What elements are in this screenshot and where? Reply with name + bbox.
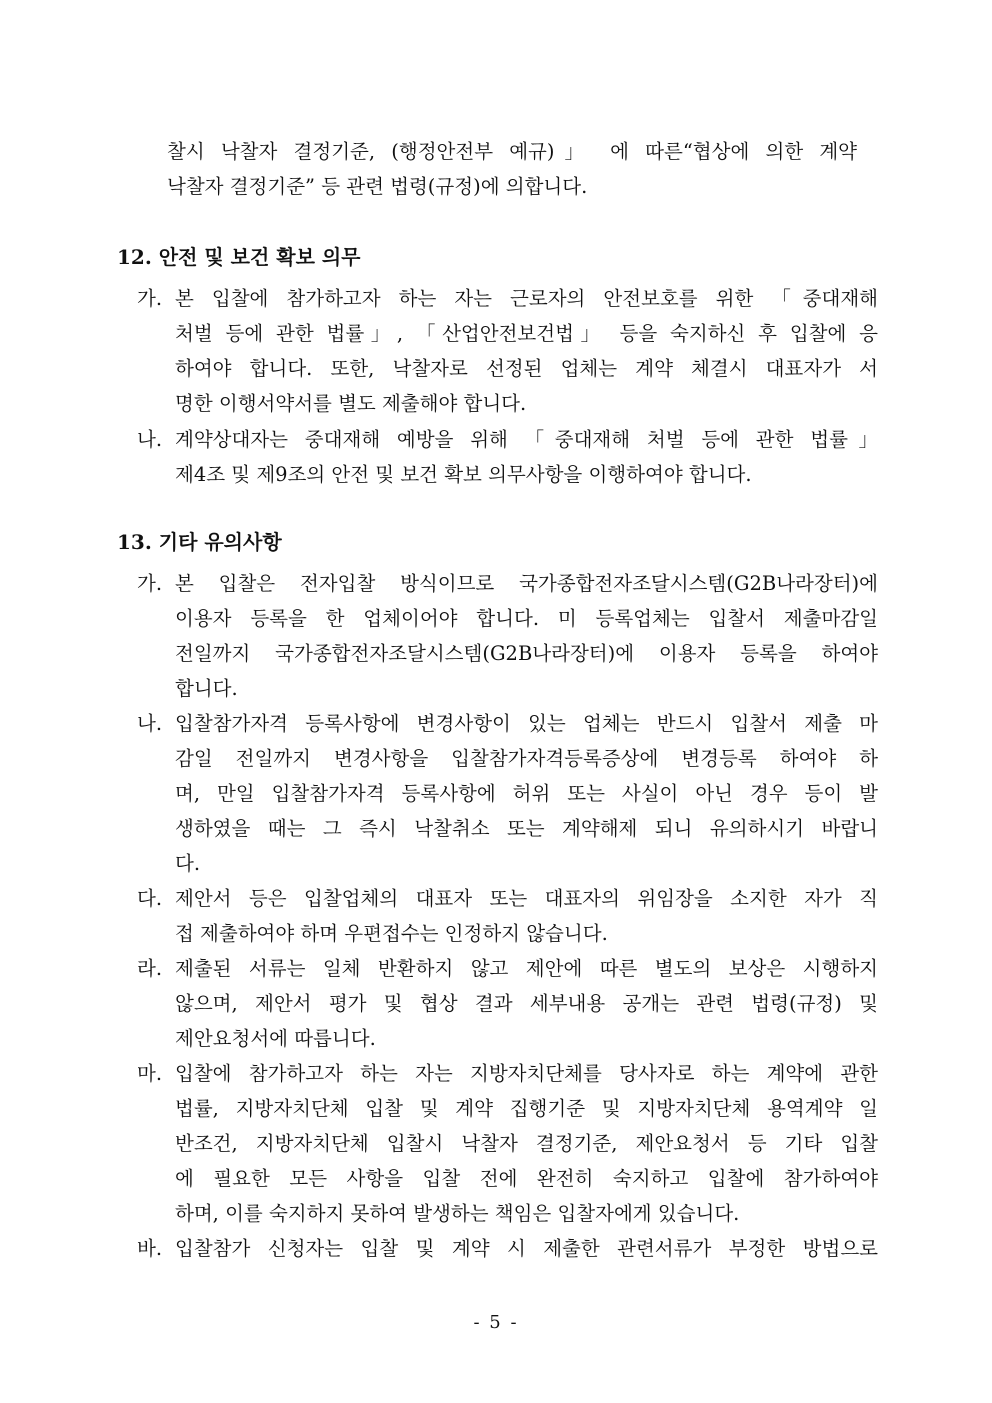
section-13-item-ma-marker: 마. xyxy=(137,1062,163,1085)
section-12-heading: 12. 안전 및 보건 확보 의무 xyxy=(117,245,361,269)
section-13-item-da-marker: 다. xyxy=(137,887,163,910)
section-13-item-na-line-3: 며, 만일 입찰참가자격 등록사항에 허위 또는 사실이 아닌 경우 등이 발 xyxy=(175,782,878,805)
intro-line-2: 낙찰자 결정기준” 등 관련 법령(규정)에 의합니다. xyxy=(167,175,588,198)
section-13-item-ba-line-1: 입찰참가 신청자는 입찰 및 계약 시 제출한 관련서류가 부정한 방법으로 xyxy=(175,1237,878,1260)
section-12-item-na-marker: 나. xyxy=(137,428,163,451)
section-13-item-ga-line-4: 합니다. xyxy=(175,677,238,700)
section-13-item-na-line-5: 다. xyxy=(175,852,201,875)
section-13-item-da-line-2: 접 제출하여야 하며 우편접수는 인정하지 않습니다. xyxy=(175,922,608,945)
section-13-item-da-line-1: 제안서 등은 입찰업체의 대표자 또는 대표자의 위임장을 소지한 자가 직 xyxy=(175,887,878,910)
section-13-item-ga-line-3: 전일까지 국가종합전자조달시스템(G2B나라장터)에 이용자 등록을 하여야 xyxy=(175,642,878,665)
section-13-item-ra-marker: 라. xyxy=(137,957,163,980)
section-13-item-na-line-4: 생하였을 때는 그 즉시 낙찰취소 또는 계약해제 되니 유의하시기 바랍니 xyxy=(175,817,878,840)
page-number: - 5 - xyxy=(473,1312,519,1333)
section-12-item-na-line-1: 계약상대자는 중대재해 예방을 위해 「중대재해 처벌 등에 관한 법률」 xyxy=(175,428,878,451)
intro-line-1: 찰시 낙찰자 결정기준, (행정안전부 예규)」 에 따른“협상에 의한 계약 xyxy=(167,140,857,163)
section-12-item-na-line-2: 제4조 및 제9조의 안전 및 보건 확보 의무사항을 이행하여야 합니다. xyxy=(175,463,752,486)
section-13-item-ra-line-3: 제안요청서에 따릅니다. xyxy=(175,1027,376,1050)
section-12-item-ga-marker: 가. xyxy=(137,287,163,310)
section-12-item-ga-line-4: 명한 이행서약서를 별도 제출해야 합니다. xyxy=(175,392,527,415)
section-13-item-ma-line-3: 반조건, 지방자치단체 입찰시 낙찰자 결정기준, 제안요청서 등 기타 입찰 xyxy=(175,1132,878,1155)
section-13-item-ga-line-1: 본 입찰은 전자입찰 방식이므로 국가종합전자조달시스템(G2B나라장터)에 xyxy=(175,572,878,595)
section-13-item-na-line-1: 입찰참가자격 등록사항에 변경사항이 있는 업체는 반드시 입찰서 제출 마 xyxy=(175,712,878,735)
section-13-item-na-line-2: 감일 전일까지 변경사항을 입찰참가자격등록증상에 변경등록 하여야 하 xyxy=(175,747,878,770)
section-13-item-ma-line-4: 에 필요한 모든 사항을 입찰 전에 완전히 숙지하고 입찰에 참가하여야 xyxy=(175,1167,878,1190)
section-12-item-ga-line-3: 하여야 합니다. 또한, 낙찰자로 선정된 업체는 계약 체결시 대표자가 서 xyxy=(175,357,878,380)
section-13-item-na-marker: 나. xyxy=(137,712,163,735)
section-12-item-ga-line-2: 처벌 등에 관한 법률」, 「산업안전보건법」 등을 숙지하신 후 입찰에 응 xyxy=(175,322,878,345)
section-13-heading: 13. 기타 유의사항 xyxy=(117,530,282,554)
section-13-item-ra-line-1: 제출된 서류는 일체 반환하지 않고 제안에 따른 별도의 보상은 시행하지 xyxy=(175,957,878,980)
section-13-item-ga-marker: 가. xyxy=(137,572,163,595)
section-13-item-ra-line-2: 않으며, 제안서 평가 및 협상 결과 세부내용 공개는 관련 법령(규정) 및 xyxy=(175,992,878,1015)
section-13-item-ma-line-1: 입찰에 참가하고자 하는 자는 지방자치단체를 당사자로 하는 계약에 관한 xyxy=(175,1062,878,1085)
section-13-item-ma-line-2: 법률, 지방자치단체 입찰 및 계약 집행기준 및 지방자치단체 용역계약 일 xyxy=(175,1097,878,1120)
section-13-item-ga-line-2: 이용자 등록을 한 업체이어야 합니다. 미 등록업체는 입찰서 제출마감일 xyxy=(175,607,878,630)
section-12-item-ga-line-1: 본 입찰에 참가하고자 하는 자는 근로자의 안전보호를 위한 「중대재해 xyxy=(175,287,878,310)
section-13-item-ba-marker: 바. xyxy=(137,1237,163,1260)
section-13-item-ma-line-5: 하며, 이를 숙지하지 못하여 발생하는 책임은 입찰자에게 있습니다. xyxy=(175,1202,740,1225)
